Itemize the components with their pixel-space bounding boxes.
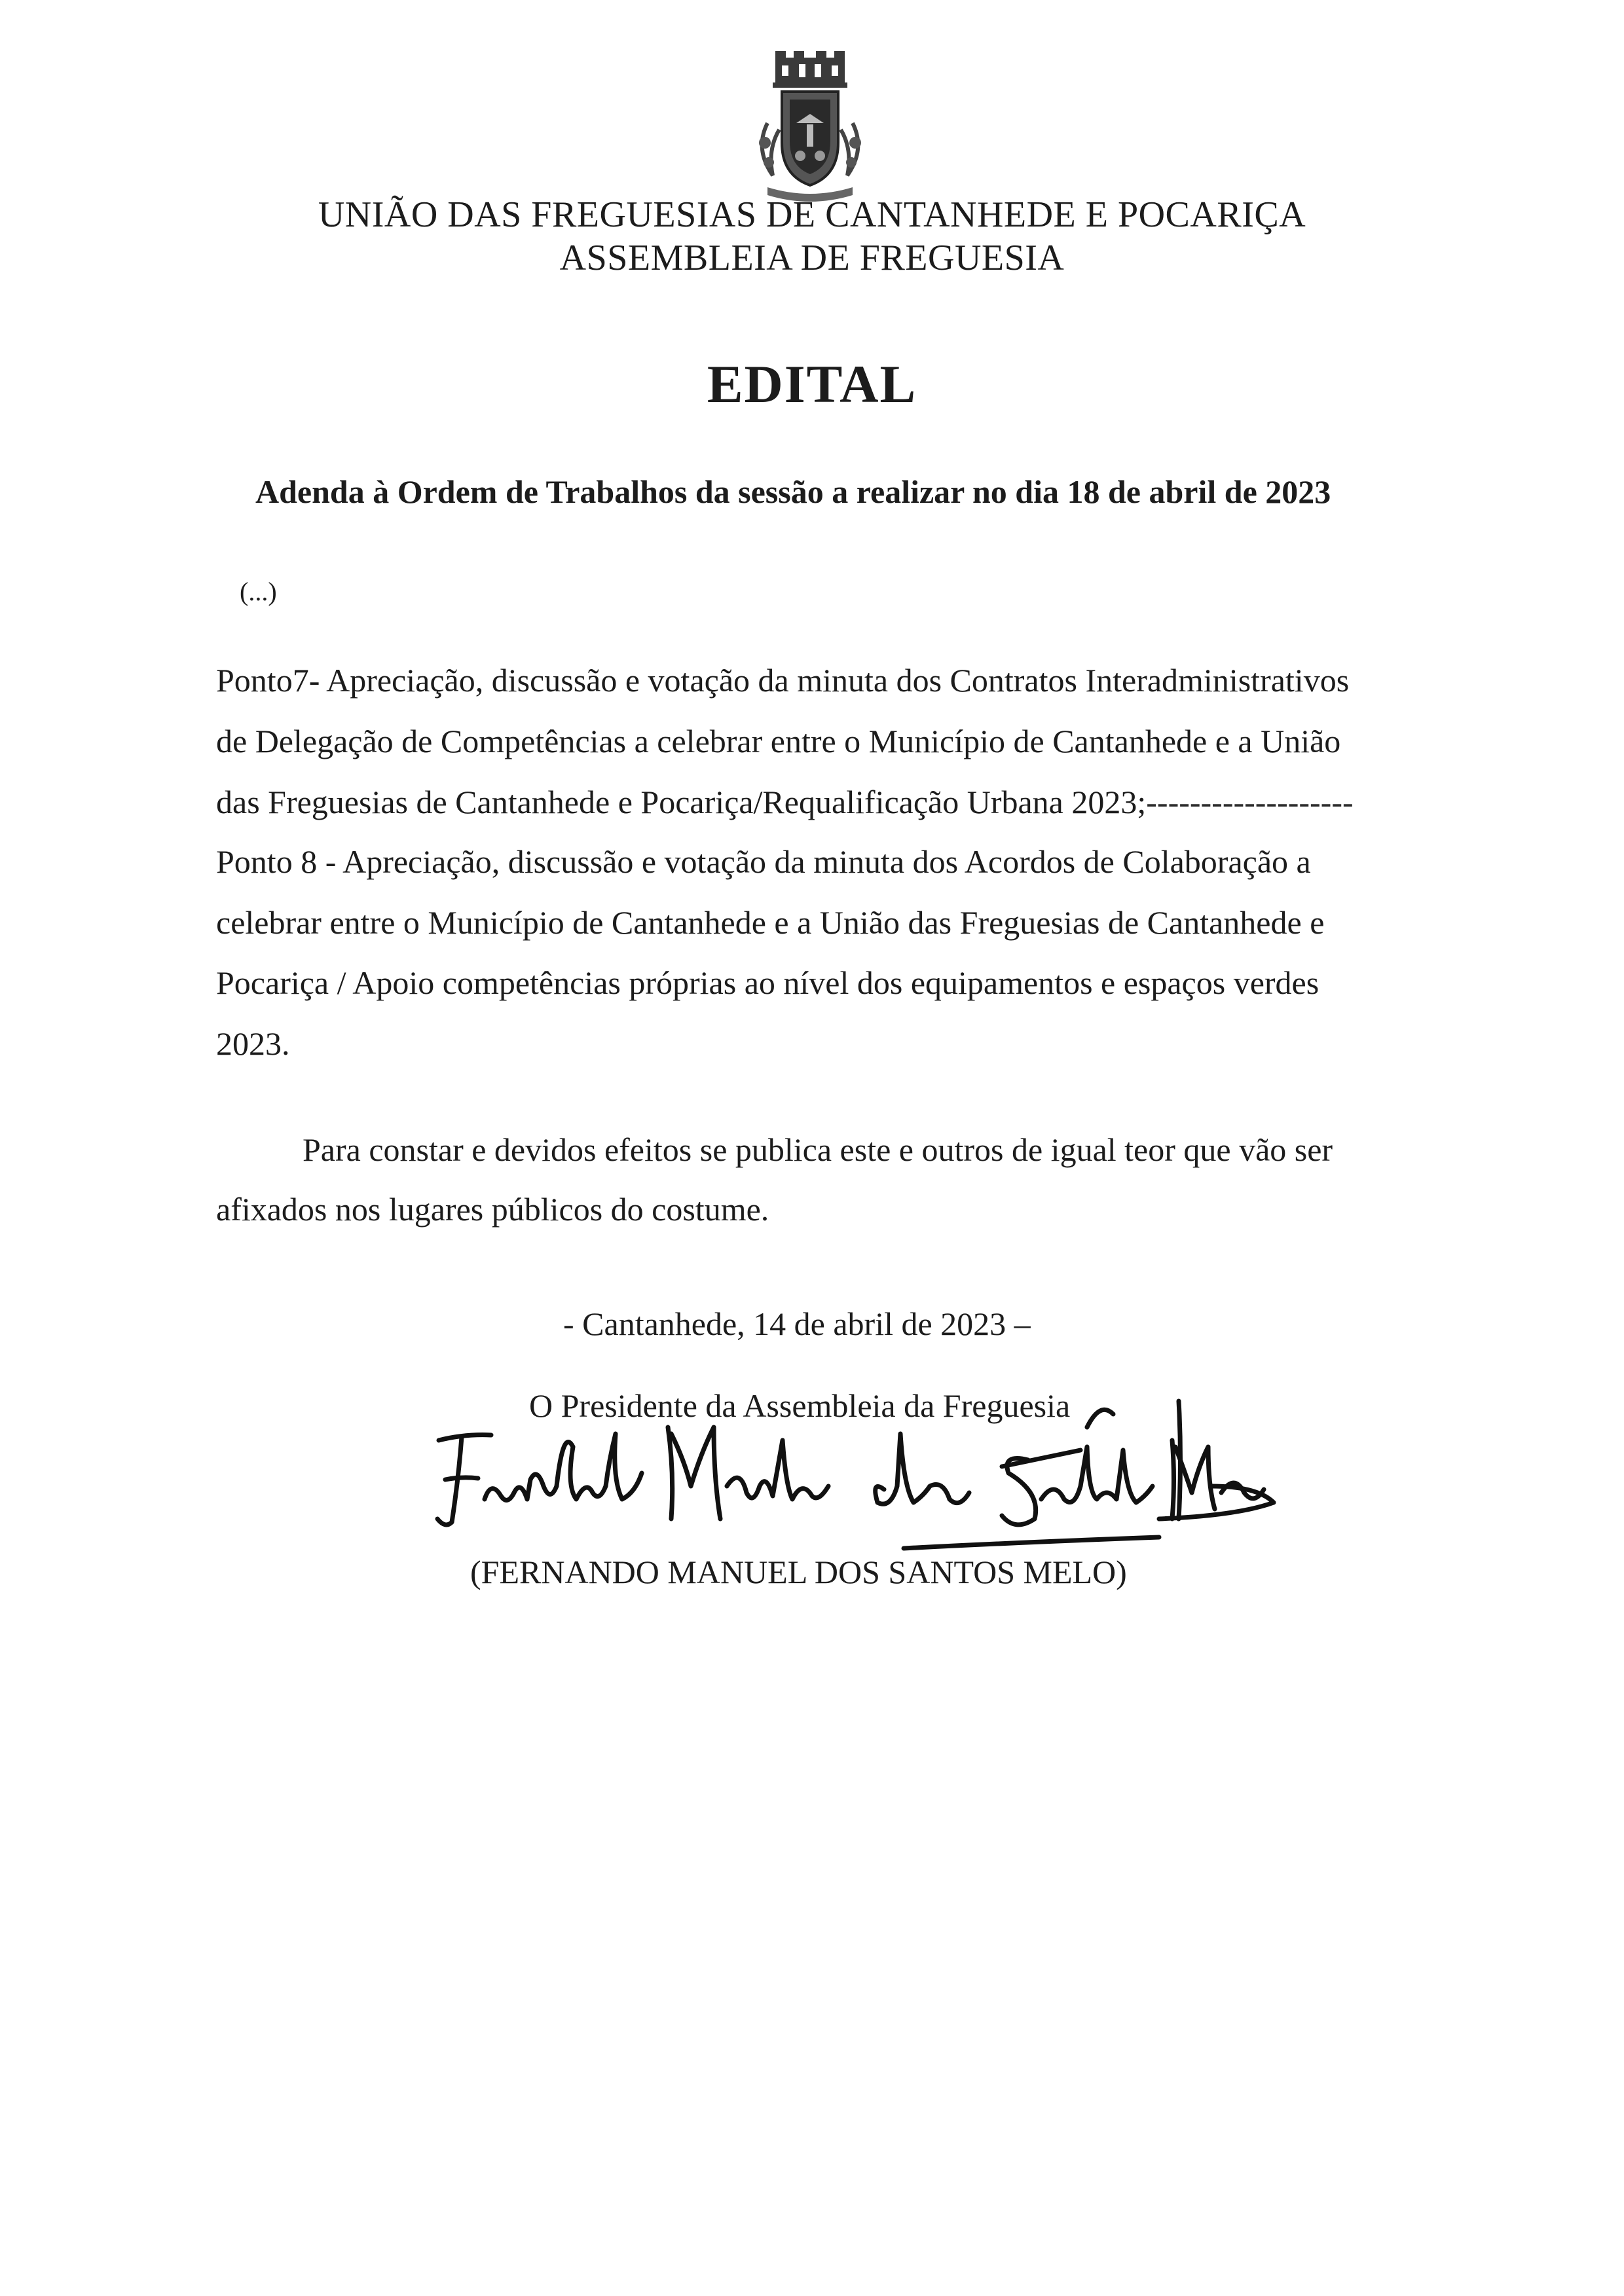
place-and-date: - Cantanhede, 14 de abril de 2023 –: [563, 1305, 1031, 1342]
handwritten-signature: [426, 1388, 1277, 1565]
organization-name: UNIÃO DAS FREGUESIAS DE CANTANHEDE E POCARIÇA: [318, 194, 1306, 235]
closing-paragraph-line1: Para constar e devidos efeitos se publica este e outros de igual teor que vão ser: [303, 1131, 1333, 1168]
ponto7-line1: Ponto7- Apreciação, discussão e votação da minuta dos Contratos Interadministrativos: [216, 662, 1350, 699]
ponto8-line1: Ponto 8 - Apreciação, discussão e votação da minuta dos Acordos de Colaboração a: [216, 843, 1311, 880]
ponto8-line4: 2023.: [216, 1025, 290, 1062]
ponto8-line2: celebrar entre o Município de Cantanhede e a União das Freguesias de Cantanhede e: [216, 904, 1325, 941]
signatory-role: O Presidente da Assembleia da Freguesia: [529, 1387, 1071, 1424]
document-title: EDITAL: [707, 354, 917, 414]
signatory-name: (FERNANDO MANUEL DOS SANTOS MELO): [470, 1554, 1127, 1590]
ponto7-line3-text: das Freguesias de Cantanhede e Pocariça/Requalificação Urbana 2023;: [216, 784, 1147, 820]
assembly-name: ASSEMBLEIA DE FREGUESIA: [559, 238, 1065, 278]
ponto7-dash-fill: -------------------: [1146, 784, 1354, 820]
ponto7-line3: [216, 783, 1354, 821]
document-subtitle: Adenda à Ordem de Trabalhos da sessão a realizar no dia 18 de abril de 2023: [255, 473, 1331, 510]
ponto7-line2: de Delegação de Competências a celebrar entre o Município de Cantanhede e a União: [216, 723, 1341, 759]
closing-paragraph-line2: afixados nos lugares públicos do costume.: [216, 1191, 769, 1228]
coat-of-arms-icon: [741, 51, 879, 202]
omission-mark: (...): [240, 577, 277, 606]
ponto8-line3: Pocariça / Apoio competências próprias ao nível dos equipamentos e espaços verdes: [216, 964, 1320, 1001]
